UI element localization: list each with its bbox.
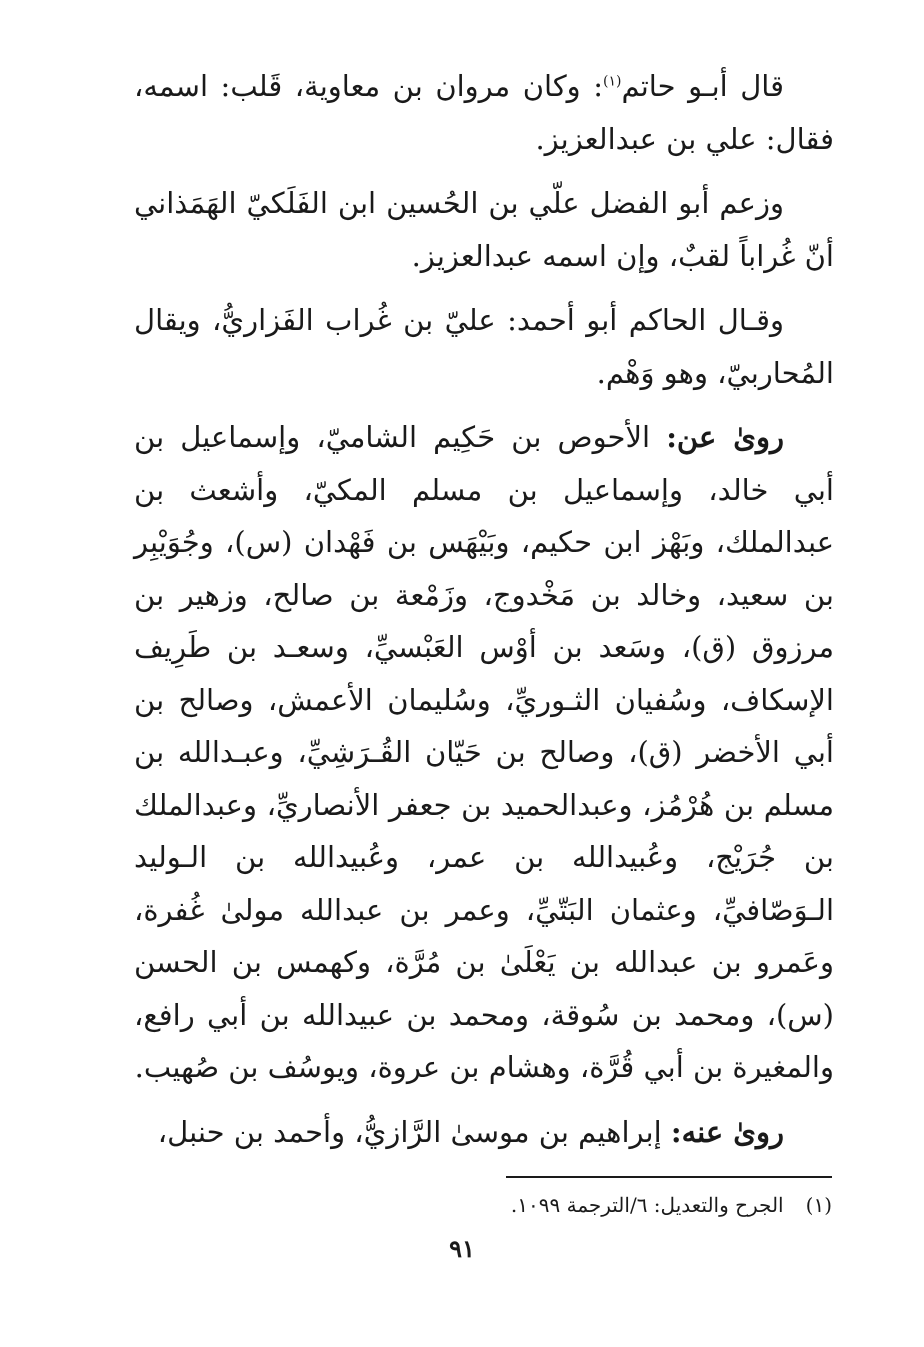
footnote-reference[interactable]: (١) [602, 73, 622, 90]
paragraph-2 [134, 177, 834, 282]
main-text-body [134, 60, 834, 1170]
narrated-by-text: إبراهيم بن موسىٰ الرَّازيُّ، وأحمد بن حنبل، [157, 1114, 671, 1149]
paragraph-3-text: وقـال الحاكم أبو أحمد: عليّ بن غُراب الفَزاريُّ، ويقال المُحاربيّ، وهو وَهْم. [134, 303, 834, 390]
footnote-number: (١) [805, 1193, 832, 1217]
footnote-divider [506, 1176, 832, 1178]
footnote [132, 1188, 832, 1222]
paragraph-3 [134, 294, 834, 399]
paragraph-2-text: وزعم أبو الفضل علّي بن الحُسين ابن الفَلَكيّ الهَمَذاني أنّ غُراباً لقبٌ، وإن اسمه عبدالعزيز. [134, 186, 834, 273]
paragraph-narrated-by [134, 1106, 834, 1159]
paragraph-1-text-a: قال أبـو حاتم [621, 69, 784, 103]
paragraph-1-text-b: : وكان مروان بن معاوية، قَلب: اسمه، فقال: علي بن عبدالعزيز. [134, 69, 834, 156]
narrated-by-label: روىٰ عنه: [670, 1114, 784, 1149]
paragraph-1 [134, 60, 834, 165]
narrated-from-text: الأحوص بن حَكِيم الشاميّ، وإسماعيل بن أبي خالد، وإسماعيل بن مسلم المكيّ، وأشعث بن عبدالملك، وبَهْز ابن حكيم، وبَيْهَس بن فَهْدان (س)، وجُوَيْبِر بن سعيد، وخالد بن مَخْدوج، وزَمْعة بن صالح، وزهير بن مرزوق (ق)، وسَعد بن أوْس العَبْسيِّ، وسعـد بن طَرِيف الإسكاف، وسُفيان الثـوريِّ، وسُليمان الأعمش، وصالح بن أبي الأخضر (ق)، وصالح بن حَيّان القُـرَشِيِّ، وعبـدالله بن مسلم بن هُرْمُز، وعبدالحميد بن جعفر الأنصاريِّ، وعبدالملك بن جُرَيْج، وعُبيدالله بن عمر، وعُبيدالله بن الـوليد الـوَصّافيِّ، وعثمان البَتّيِّ، وعمر بن عبدالله مولىٰ غُفرة، وعَمرو بن عبدالله بن يَعْلَىٰ بن مُرَّة، وكهمس بن الحسن (س)، ومحمد بن سُوقة، ومحمد بن عبيدالله بن أبي رافع، والمغيرة بن أبي قُرَّة، وهشام بن عروة، ويوسُف بن صُهيب. [134, 420, 834, 1084]
footnote-text: الجرح والتعديل: ٦/الترجمة ١٠٩٩. [510, 1193, 784, 1217]
page-number: ٩١ [449, 1234, 475, 1263]
narrated-from-label: روىٰ عن: [666, 420, 784, 454]
paragraph-narrated-from [134, 411, 834, 1094]
